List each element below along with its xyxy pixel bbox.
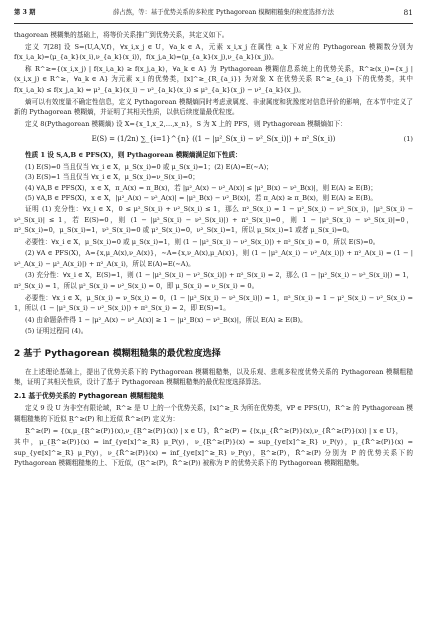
property-1-heading: 性质 1 设 S,A,B ∈ PFS(X)，则 Pythagorean 模糊熵满足如下性质： [25, 150, 242, 159]
property-item-1-2: (1) E(S)=0 当且仅当 ∀x_i ∈ X，μ_S(x_i)=0 或 μ_S(x_i)=1；(2) E(A)=E(∼A)； [25, 162, 273, 171]
proof-part-3: (3) 充分性：∀x_i ∈ X，E(S)=1，则 (1 − |μ²_S(x_i) − ν²_S(x_i)|) + π²_S(x_i) = 2，那么 (1 − |μ²_S(x_i) − ν²_S(x_i)|) = 1，π²_S(x_i) = 1，所以 μ²_S(x_i) = ν²_S(x_i) = 0，即 μ_S(x_i) = ν_S(x_i) = 0。 [14, 271, 413, 291]
definition-7-dominance: 称 R^≥={(x_i,x_j) | f(x_i,a_k) ≥ f(x_j,a_k)，∀a_k ∈ A} 为 Pythagorean 模糊信息系统上的优势关系，R^≥(x_i)={x_j | (x_i,x_j) ∈ R^≥，∀a_k ∈ A} 为元素 x_i 的优势类，[x]^≥_{R_{a_i}} 为对象 X 在优势关系 R^≥_{a_i} 下的优势类，其中 f(x_i,a_k) ≤ f(x_j,a_k) ⇔ μ²_{a_k}(x_i) − ν²_{a_k}(x_i) ≤ μ²_{a_k}(x_j) − ν²_{a_k}(x_j)。 [14, 64, 413, 94]
formula-expression: E(S) = (1/2n) ∑_{i=1}^{n} ((1 − |μ²_S(x_i) − ν²_S(x_i)|) + π²_S(x_i)) [91, 135, 336, 144]
section-2-heading: 2 基于 Pythagorean 模糊粗糙集的最优粒度选择 [14, 349, 221, 360]
property-item-5: (5) ∀A,B ∈ PFS(X)，x ∈ X，|μ²_A(x) − ν²_A(x)| = |μ²_B(x) − ν²_B(x)|，若 π_A(x) ≥ π_B(x)，则 E(A) ≥ E(B)。 [25, 194, 377, 203]
page-body [14, 30, 413, 470]
property-item-3: (3) E(S)=1 当且仅当 ∀x_i ∈ X，μ_S(x_i)=ν_S(x_i)=0； [25, 173, 199, 182]
proof-part-5: (5) 证明过程同 (4)。 [25, 327, 88, 336]
page-header [14, 5, 413, 24]
definition-8: 定义 8(Pythagorean 模糊熵) 设 X={x_1,x_2,…,x_n}，S 为 X 上的 PFS，则 Pythagorean 模糊熵如下： [25, 119, 347, 128]
definition-9-approximations: R̲^≥(P) = {⟨x,μ_{R̲^≥(P)}(x),ν_{R̲^≥(P)}(x)⟩ | x ∈ U}，R̄^≥(P) = {⟨x,μ_{R̄^≥(P)}(x),ν_{R̄^≥(P)}(x)⟩ | x ∈ U}， [25, 426, 403, 435]
intro-paragraph: thagorean 模糊集的基础上，将等价关系推广到优势关系，其定义如下。 [14, 31, 229, 39]
definition-7: 定义 7[28] 设 S=(U,A,V,f)，∀x_i,x_j ∈ U，∀a_k ∈ A，元素 x_i,x_j 在属性 a_k 下对应的 Pythagorean 模糊数分别为 f(x_i,a_k)=⟨μ_{a_k}(x_i),ν_{a_k}(x_i)⟩，f(x_j,a_k)=⟨μ_{a_k}(x_j),ν_{a_k}(x_j)⟩。 [14, 42, 413, 62]
definition-9-where: 其中，μ_{R̲^≥(P)}(x) = inf_{y∈[x]^≥_R} μ_P(y)，ν_{R̲^≥(P)}(x) = sup_{y∈[x]^≥_R} ν_P(y)，μ_{R̄^≥(P)}(x) = sup_{y∈[x]^≥_R} μ_P(y)，ν_{R̄^≥(P)}(x) = inf_{y∈[x]^≥_R} ν_P(y)，R̲^≥(P)，R̄^≥(P) 分别为 P 的优势关系下的 Pythagorean 模糊粗糙集的上、下近似，(R̲^≥(P)，R̄^≥(P)) 被称为 P 的优势关系下的 Pythagorean 模糊粗糙集。 [14, 438, 413, 468]
page-number: 81 [403, 8, 413, 17]
proof-part-1-necessity: 必要性：∀x_i ∈ X，μ_S(x_i)=0 或 μ_S(x_i)=1，则 (1 − |μ²_S(x_i) − ν²_S(x_i)|) + π²_S(x_i) = 0，所以 E(S)=0。 [25, 237, 380, 246]
proof-part-1: 证明 (1) 充分性：∀x_i ∈ X，0 ≤ μ²_S(x_i) + ν²_S(x_i) ≤ 1，那么 π²_S(x_i) = 1 − μ²_S(x_i) − ν²_S(x_i)，|μ²_S(x_i) − ν²_S(x_i)| ≤ 1，若 E(S)=0，则 (1 − |μ²_S(x_i) − ν²_S(x_i)|) + π²_S(x_i)=0，则 1 − |μ²_S(x_i) − ν²_S(x_i)|=0，π²_S(x_i)=0，μ_S(x_i)=1，ν²_S(x_i)=0 或 μ²_S(x_i)=0，ν²_S(x_i)=1，所以 μ_S(x_i)=1 或者 μ_S(x_i)=0。 [14, 204, 413, 235]
property-item-4: (4) ∀A,B ∈ PFS(X)，x ∈ X，π_A(x) = π_B(x)，若 |μ²_A(x) − ν²_A(x)| ≤ |μ²_B(x) − ν²_B(x)|，则 E(A) ≥ E(B)； [25, 183, 377, 192]
entropy-paragraph: 熵可以有效度量不确定性信息，定义 Pythagorean 模糊熵同时考虑隶属度、非隶属度和犹豫度对信息评价的影响，在本节中定义了新的 Pythagorean 模糊熵，并证明了其相关性质，以供后续度量最优粒度。 [14, 97, 413, 117]
formula-number: (1) [403, 135, 413, 144]
proof-part-2: (2) ∀A ∈ PFS(X)，A={x,μ_A(x),ν_A(x)}，∼A={x,ν_A(x),μ_A(x)}，则 (1 − |μ²_A(x_i) − ν²_A(x_i)|) + π²_A(x_i) = (1 − |ν²_A(x_i) − μ²_A(x_i)|) + π²_A(x_i)，所以 E(A)=E(∼A)。 [14, 249, 413, 268]
subsection-2-1-heading: 2.1 基于优势关系的 Pythagorean 模糊粗糙集 [14, 391, 164, 400]
proof-part-3-necessity: 必要性：∀x_i ∈ X，μ_S(x_i) = ν_S(x_i) = 0，(1 − |μ²_S(x_i) − ν²_S(x_i)|) = 1，π²_S(x_i) = 1 − μ²_S(x_i) − ν²_S(x_i) = 1，所以 (1 − |μ²_S(x_i) − ν²_S(x_i)|) + π²_S(x_i) = 2，即 E(S)=1。 [14, 293, 413, 313]
issue-label: 第 3 期 [14, 9, 36, 16]
proof-part-4: (4) 由命题条件得 1 − |μ²_A(x) − ν²_A(x)| ≥ 1 − |μ²_B(x) − ν²_B(x)|，所以 E(A) ≥ E(B)。 [25, 315, 307, 324]
definition-9: 定义 9 设 U 为非空有限论域，R^≥ 是 U 上的一个优势关系，[x]^≥_R 为所在优势类，∀P ∈ PFS(U)，R^≥ 的 Pythagorean 模糊粗糙集的下近似 R̲^≥(P) 和上近似 R̄^≥(P) 定义为： [14, 404, 413, 423]
running-title: 薛占熬，等：基于优势关系的多粒度 Pythagorean 模糊粗糙集的粒度选择方法 [113, 9, 334, 16]
section-2-paragraph: 在上述理论基础上，提出了优势关系下的 Pythagorean 模糊粗糙集，以及乐观、悲观多粒度优势关系的 Pythagorean 模糊粗糙集，证明了其相关性质，设计了基于 Pythagorean 模糊粗糙集的最优粒度选择算法。 [14, 367, 413, 387]
entropy-formula [14, 134, 413, 145]
